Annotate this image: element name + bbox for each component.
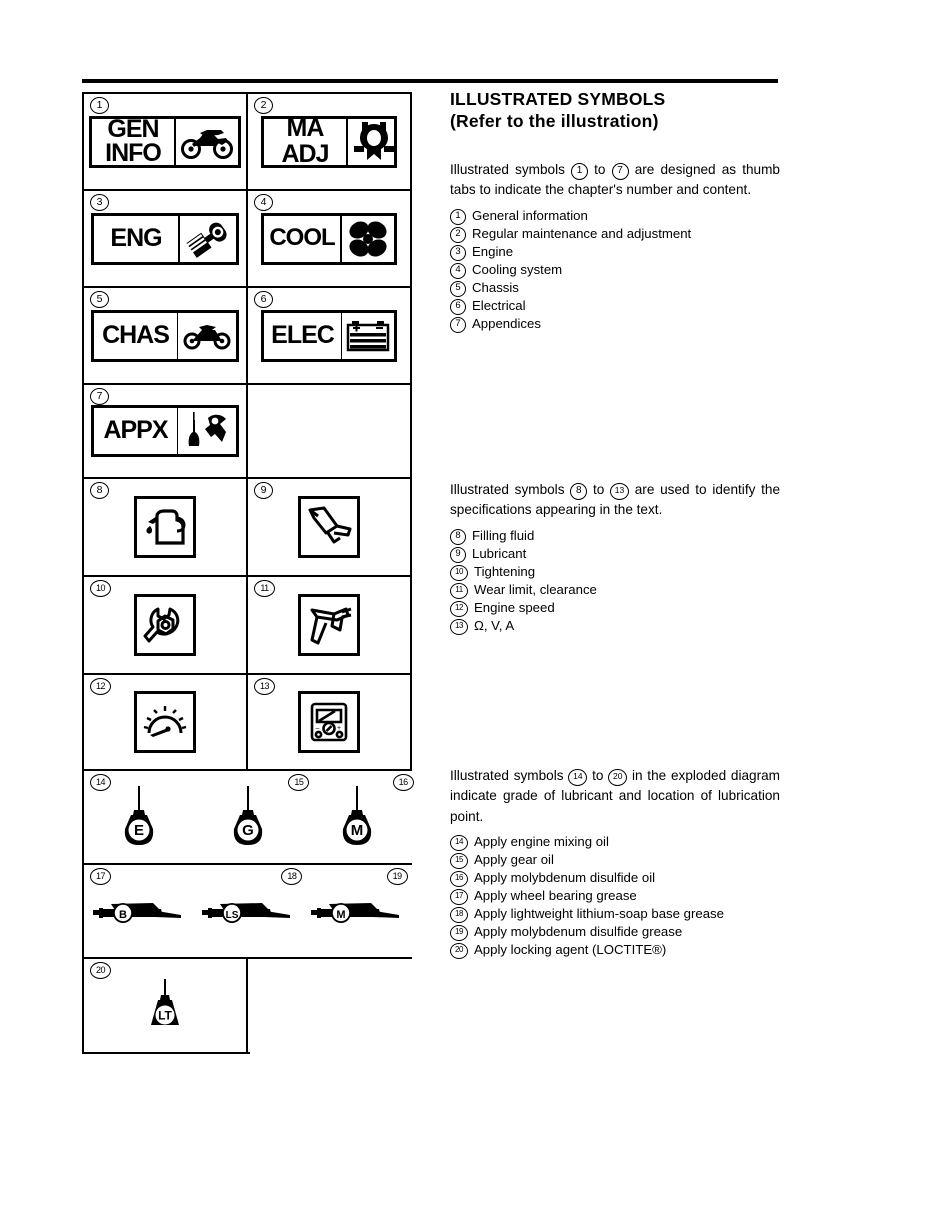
motorcycle-icon [176, 119, 238, 165]
inline-number: 7 [612, 163, 629, 180]
cell-number: 6 [254, 291, 273, 308]
list-item [450, 207, 780, 225]
cell-number: 8 [90, 482, 109, 499]
cell-number: 13 [254, 678, 275, 695]
cell-number: 4 [254, 194, 273, 211]
list-item [450, 527, 780, 545]
cell-number: 16 [393, 774, 414, 791]
cell-number: 18 [281, 868, 302, 885]
item-number: 6 [450, 299, 466, 315]
list-item [450, 833, 780, 851]
item-number: 4 [450, 263, 466, 279]
symbol-cell-3 [84, 191, 248, 286]
cell-number: 10 [90, 580, 111, 597]
symbol-grid [82, 92, 412, 1054]
item-number: 20 [450, 943, 468, 959]
item-label: Regular maintenance and adjustment [472, 225, 692, 241]
loctite-bottle-icon [142, 975, 188, 1037]
item-number: 19 [450, 925, 468, 941]
item-label: Ω, V, A [474, 617, 515, 633]
tab-line-1: MA [286, 113, 324, 142]
lubrication-list [450, 833, 780, 959]
thumb-tab-engine [91, 213, 239, 265]
thumb-tab-electrical [261, 310, 397, 362]
paragraph-text: to [592, 768, 604, 783]
svg-text:B: B [118, 909, 127, 921]
symbol-cell-17 [84, 865, 193, 957]
thumb-tab-label [94, 216, 180, 262]
item-label: Apply gear oil [474, 852, 554, 868]
list-item [450, 941, 780, 959]
inline-number: 14 [568, 769, 587, 786]
list-item [450, 297, 780, 315]
list-item [450, 887, 780, 905]
item-number: 7 [450, 317, 466, 333]
thumb-tab-label [92, 114, 176, 167]
svg-text:E: E [133, 822, 144, 839]
list-item [450, 581, 780, 599]
svg-text:LT: LT [158, 1008, 172, 1022]
thumb-tab-gen-info [89, 116, 241, 168]
item-label: Lubricant [472, 545, 527, 561]
grid-row [84, 577, 412, 675]
item-label: Wear limit, clearance [474, 581, 597, 597]
cell-number: 9 [254, 482, 273, 499]
item-label: Apply molybdenum disulfide grease [474, 924, 683, 940]
thumb-tab-label [264, 113, 348, 168]
text-column [450, 88, 780, 133]
thumb-tab-label [264, 216, 342, 262]
item-label: Apply lightweight lithium-soap base grease [474, 906, 724, 922]
item-label: Electrical [472, 297, 526, 313]
item-label: General information [472, 207, 588, 223]
paragraph-text: in the exploded diagram indicate grade of lubricant and location of lubrication point. [450, 768, 781, 824]
item-label: Engine speed [474, 599, 555, 615]
battery-icon [342, 313, 394, 359]
symbol-cell-15 [193, 771, 302, 863]
thumb-tab-cooling [261, 213, 397, 265]
item-label: Filling fluid [472, 527, 535, 543]
symbol-cell-7 [84, 385, 248, 477]
tab-line-2: INFO [105, 138, 161, 167]
oil-can-icon [134, 496, 196, 558]
grid-row [84, 959, 250, 1054]
inline-number: 13 [610, 483, 629, 500]
cell-number: 11 [254, 580, 275, 597]
item-label: Apply wheel bearing grease [474, 888, 637, 904]
list-item [450, 617, 780, 635]
grease-gun-icon [307, 891, 407, 931]
list-item [450, 923, 780, 941]
cell-number: 14 [90, 774, 111, 791]
oil-bottle-icon [225, 784, 271, 850]
item-label: Cooling system [472, 261, 563, 277]
tab-line-1: ENG [110, 223, 162, 252]
list-item [450, 905, 780, 923]
cell-number: 19 [387, 868, 408, 885]
grid-row [84, 385, 412, 479]
cell-number: 15 [288, 774, 309, 791]
item-label: Apply molybdenum disulfide oil [474, 870, 656, 886]
symbol-cell-18 [193, 865, 302, 957]
thumb-tab-label [94, 408, 178, 454]
symbol-cell-8 [84, 479, 248, 575]
bicycle-frame-icon [178, 313, 236, 359]
tachometer-icon [134, 691, 196, 753]
thumb-tab-label [94, 313, 178, 359]
item-number: 2 [450, 227, 466, 243]
thumb-tab-ma-adj [261, 113, 397, 168]
symbol-cell-13 [248, 675, 412, 769]
symbol-cell-10 [84, 577, 248, 673]
svg-text:M: M [336, 909, 346, 921]
item-number: 16 [450, 871, 468, 887]
inline-number: 20 [608, 769, 627, 786]
grid-row [84, 479, 412, 577]
item-number: 8 [450, 529, 466, 545]
chapters-paragraph [450, 160, 780, 201]
tab-line-1: ELEC [271, 320, 334, 349]
item-label: Appendices [472, 315, 541, 331]
list-item [450, 851, 780, 869]
item-number: 14 [450, 835, 468, 851]
grid-row [84, 191, 412, 288]
item-number: 3 [450, 245, 466, 261]
list-item [450, 563, 780, 581]
header-rule [82, 79, 778, 83]
wrench-nut-icon [134, 594, 196, 656]
item-number: 1 [450, 209, 466, 225]
list-item [450, 315, 780, 333]
paragraph-text: to [592, 482, 605, 497]
wrench-icon [348, 119, 400, 165]
cell-number: 17 [90, 868, 111, 885]
symbol-cell-empty [248, 385, 412, 477]
item-number: 12 [450, 601, 468, 617]
paragraph-text: are used to identify the specifications appearing in the text. [450, 482, 781, 518]
item-label: Apply locking agent (LOCTITE®) [474, 942, 667, 958]
list-item [450, 599, 780, 617]
item-label: Apply engine mixing oil [474, 834, 609, 850]
lubrication-block [450, 766, 780, 959]
cell-number: 20 [90, 962, 111, 979]
symbol-cell-14 [84, 771, 193, 863]
cell-number: 3 [90, 194, 109, 211]
fan-icon [342, 216, 394, 262]
item-number: 9 [450, 547, 466, 563]
item-number: 13 [450, 619, 468, 635]
page-title-line-1: ILLUSTRATED SYMBOLS [450, 89, 666, 109]
cell-number: 7 [90, 388, 109, 405]
tab-line-2: ADJ [281, 139, 329, 168]
thumb-tab-chassis [91, 310, 239, 362]
symbol-cell-9 [248, 479, 412, 575]
item-number: 11 [450, 583, 468, 599]
paragraph-text: are designed as thumb tabs to indicate the chapter's number and content. [450, 162, 780, 198]
list-item [450, 261, 780, 279]
svg-text:LS: LS [225, 910, 239, 921]
item-number: 17 [450, 889, 468, 905]
symbol-cell-5 [84, 288, 248, 383]
cell-number: 5 [90, 291, 109, 308]
item-number: 5 [450, 281, 466, 297]
grease-gun-icon [198, 891, 298, 931]
list-item [450, 279, 780, 297]
symbol-cell-20 [84, 959, 248, 1052]
page-title-line-2: (Refer to the illustration) [450, 111, 659, 132]
paragraph-text: to [594, 162, 606, 177]
oil-can-wrench-icon [178, 408, 236, 454]
inline-number: 8 [570, 483, 587, 500]
symbol-cell-11 [248, 577, 412, 673]
grid-row [84, 94, 412, 191]
inline-number: 1 [571, 163, 588, 180]
grid-row [84, 865, 412, 959]
item-number: 18 [450, 907, 468, 923]
list-item [450, 869, 780, 887]
grid-row [84, 288, 412, 385]
svg-text:M: M [351, 822, 364, 839]
symbol-cell-6 [248, 288, 412, 383]
oil-bottle-icon [116, 784, 162, 850]
chapters-block [450, 160, 780, 333]
symbol-cell-16 [303, 771, 412, 863]
svg-text:G: G [242, 822, 254, 839]
specs-paragraph [450, 480, 780, 521]
item-label: Chassis [472, 279, 519, 295]
chapter-list [450, 207, 780, 333]
symbol-cell-12 [84, 675, 248, 769]
grease-gun-icon [298, 496, 360, 558]
cell-number: 2 [254, 97, 273, 114]
page-title [450, 88, 780, 133]
symbol-cell-2 [248, 94, 412, 189]
vernier-caliper-icon [298, 594, 360, 656]
list-item [450, 545, 780, 563]
symbol-cell-19 [303, 865, 412, 957]
spec-list [450, 527, 780, 635]
grid-row [84, 771, 412, 865]
list-item [450, 225, 780, 243]
cell-number: 1 [90, 97, 109, 114]
item-number: 10 [450, 565, 468, 581]
cell-number: 12 [90, 678, 111, 695]
paragraph-text: Illustrated symbols [450, 482, 565, 497]
item-label: Engine [472, 243, 514, 259]
grid-row [84, 675, 412, 771]
specs-block [450, 480, 780, 635]
svg-text:–: – [315, 725, 320, 732]
item-number: 15 [450, 853, 468, 869]
tab-line-1: CHAS [102, 320, 169, 349]
grease-gun-icon [89, 891, 189, 931]
lubrication-paragraph [450, 766, 780, 827]
multimeter-icon [298, 691, 360, 753]
tab-line-1: APPX [103, 416, 168, 445]
piston-icon [180, 216, 236, 262]
symbol-cell-1 [84, 94, 248, 189]
svg-text:+: + [337, 725, 342, 732]
tab-line-1: COOL [269, 224, 335, 252]
list-item [450, 243, 780, 261]
paragraph-text: Illustrated symbols [450, 162, 565, 177]
oil-bottle-icon [334, 784, 380, 850]
symbol-cell-4 [248, 191, 412, 286]
thumb-tab-label [264, 313, 342, 359]
thumb-tab-appendices [91, 405, 239, 457]
item-label: Tightening [474, 563, 536, 579]
paragraph-text: Illustrated symbols [450, 768, 564, 783]
tab-line-1: GEN [107, 114, 159, 143]
